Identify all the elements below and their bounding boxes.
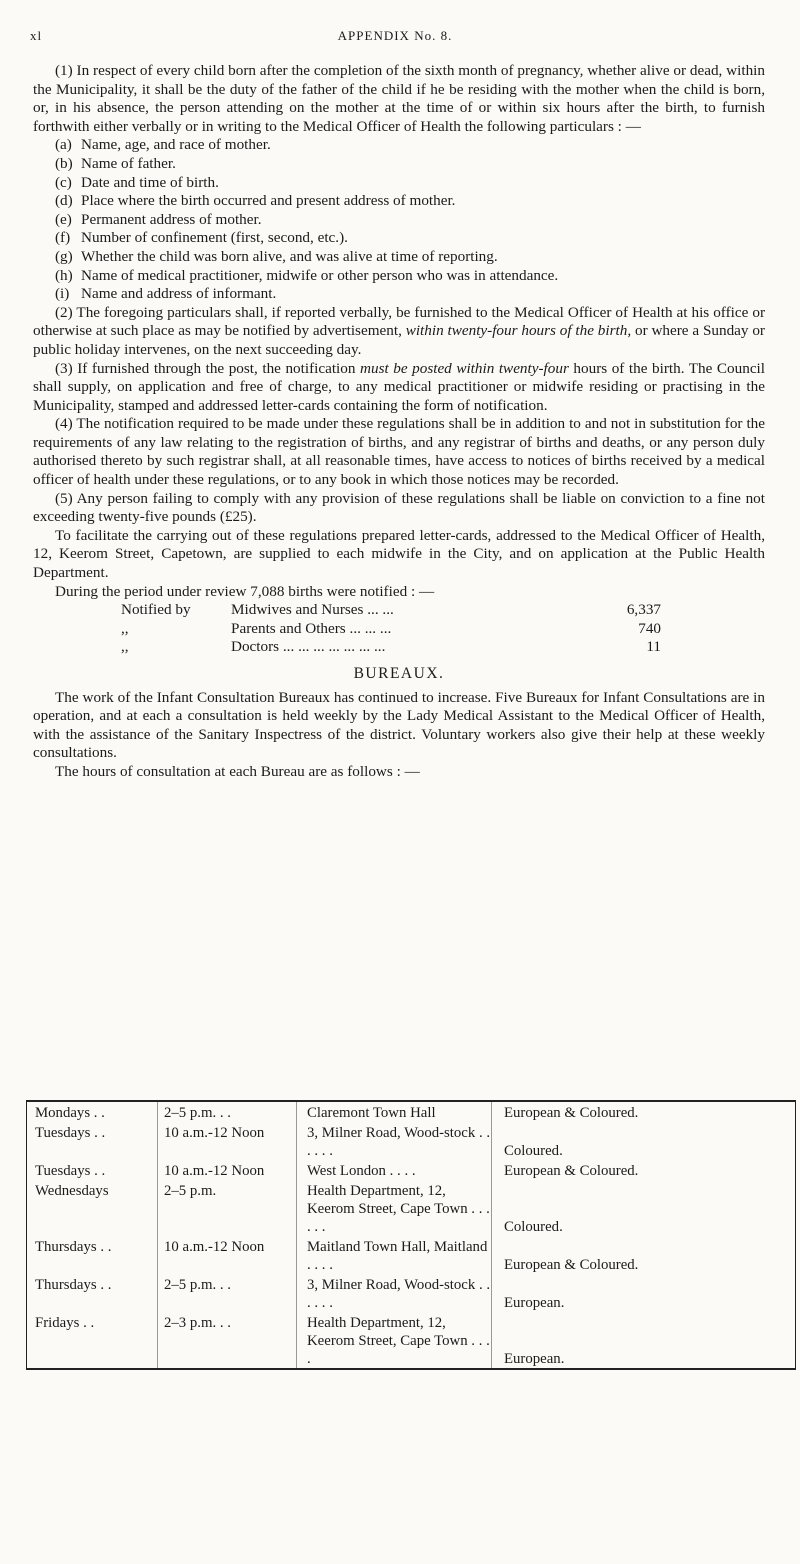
list-item: (h) Name of medical practitioner, midwife or other person who was in attendance. [55, 266, 559, 284]
list-item: (b) Name of father. [55, 154, 176, 172]
notified-row: Notified by Midwives and Nurses ... ... 6,337 [121, 601, 661, 619]
bureaux-paragraph-2: The hours of consultation at each Bureau are as follows : — [55, 762, 420, 780]
page-title: APPENDIX No. 8. [337, 28, 453, 43]
paragraph-2: (2) The foregoing particulars shall, if reported verbally, be furnished to the Medical Officer of Health at his office or otherwise at such place as may be notified by advertisement, within twenty-four hours of the birth, or where a Sunday or public holiday intervenes, on the next succeeding day. [33, 303, 765, 358]
paragraph-3-emphasis: must be posted within twenty-four [360, 359, 569, 377]
table-row: Wednesdays 2–5 p.m. Health Department, 12, Keerom Street, Cape Town . . . . . . Coloured. [27, 1180, 796, 1236]
table-row: Mondays . . 2–5 p.m. . . Claremont Town Hall European & Coloured. [27, 1101, 796, 1122]
paragraph-2-emphasis: within twenty-four hours of the birth, [405, 322, 632, 340]
notified-row: ,, Parents and Others ... ... ... 740 [121, 619, 661, 637]
list-item: (a) Name, age, and race of mother. [55, 136, 271, 154]
paragraph-3: (3) If furnished through the post, the notification must be posted within twenty-four hours of the birth. The Council shall supply, on application and free of charge, to any medical practitioner or midwife residing or practising in the Municipality, stamped and addressed letter-cards containing the form of notification. [33, 359, 765, 414]
table-row: Fridays . . 2–3 p.m. . . Health Department, 12, Keerom Street, Cape Town . . . . European. [27, 1312, 796, 1369]
paragraph-5: (5) Any person failing to comply with any provision of these regulations shall be liable on conviction to a fine not exceeding twenty-five pounds (£25). [33, 489, 765, 526]
list-item: (d) Place where the birth occurred and present address of mother. [55, 192, 456, 210]
paragraph-7: During the period under review 7,088 births were notified : — [55, 582, 435, 600]
body-text [33, 62, 765, 782]
list-item: (f) Number of confinement (first, second, etc.). [55, 229, 348, 247]
paragraph-6: To facilitate the carrying out of these regulations prepared letter-cards, addressed to the Medical Officer of Health, 12, Keerom Street, Capetown, are supplied to each midwife in the City, and on application at the Public Health Department. [33, 526, 765, 582]
paragraph-4: (4) The notification required to be made under these regulations shall be in addition to and not in substitution for the requirements of any law relating to the registration of births, and any registrar of births and deaths, or any person duly authorised thereto by such registrar shall, at all reasonable times, have access to notices of births received by a medical officer of health under these regulations, or to any book in which those notices may be recorded. [33, 415, 765, 489]
paragraph-1: (1) In respect of every child born after the completion of the sixth month of pregnancy, whether alive or dead, within the Municipality, it shall be the duty of the father of the child if he be residing with the mother when the child is born, or, in his absence, the person attending on the mother at the time of or within six hours after the birth, to furnish forthwith either verbally or in writing to the Medical Officer of Health the following particulars : — [33, 62, 765, 135]
list-item: (g) Whether the child was born alive, and was alive at time of reporting. [55, 247, 498, 265]
list-item: (c) Date and time of birth. [55, 173, 219, 191]
section-heading: BUREAUX. [353, 665, 445, 682]
page-number: xl [30, 28, 43, 43]
list-item: (i) Name and address of informant. [55, 285, 277, 303]
table-row: Thursdays . . 2–5 p.m. . . 3, Milner Road, Wood-stock . . . . . . European. [27, 1274, 796, 1312]
table-row: Tuesdays . . 10 a.m.-12 Noon 3, Milner Road, Wood-stock . . . . . . Coloured. [27, 1122, 796, 1160]
bureaux-paragraph-1: The work of the Infant Consultation Bureaux has continued to increase. Five Bureaux for Infant Consultations are in operation, and at each a consultation is held weekly by the Lady Medical Assistant to the Medical Officer of Health, with the assistance of the Sanitary Inspectress of the district. Voluntary workers also give their help at these weekly consultations. [33, 688, 765, 762]
table-row: Tuesdays . . 10 a.m.-12 Noon West London . . . . European & Coloured. [27, 1160, 796, 1180]
list-item: (e) Permanent address of mother. [55, 210, 262, 228]
table-row: Thursdays . . 10 a.m.-12 Noon Maitland Town Hall, Maitland . . . . European & Coloured. [27, 1236, 796, 1274]
notified-row: ,, Doctors ... ... ... ... ... ... ... 11 [121, 638, 661, 656]
consultation-schedule [26, 1100, 796, 1370]
notified-summary [33, 601, 765, 657]
particulars-list [33, 136, 765, 303]
